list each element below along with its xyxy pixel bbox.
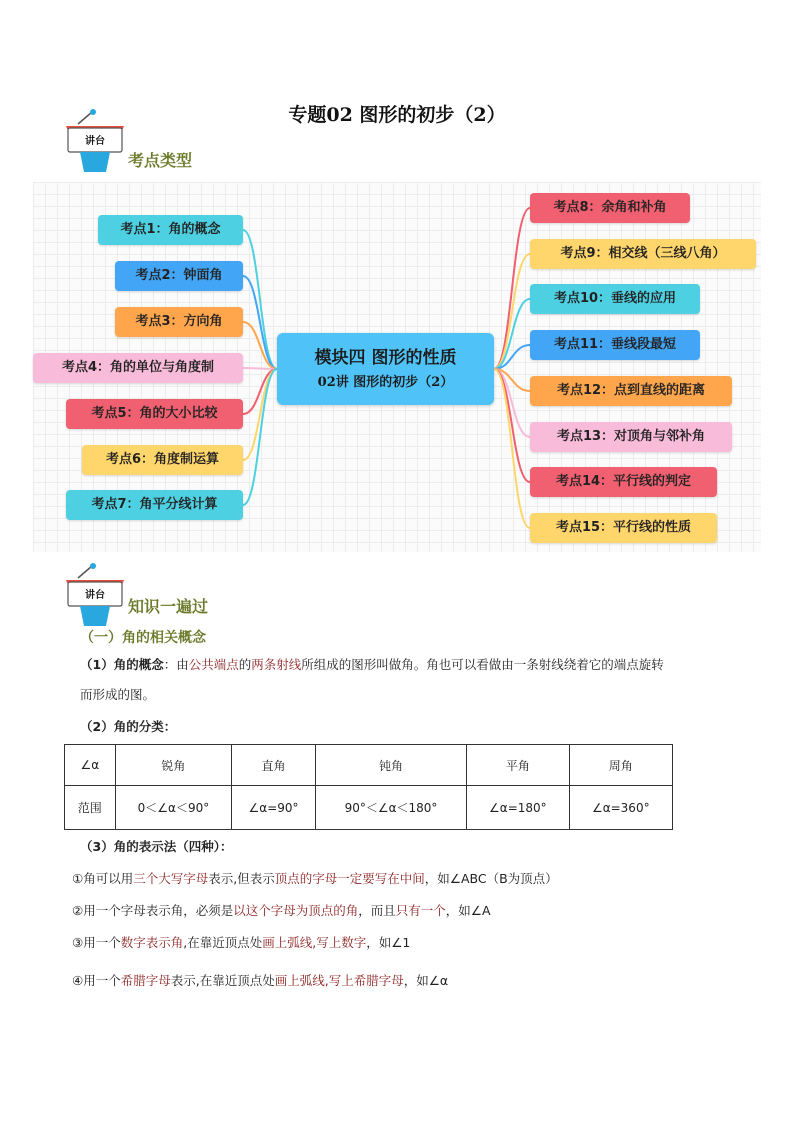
table-header-cell: 锐角	[115, 745, 232, 786]
svg-text:讲台: 讲台	[85, 590, 105, 601]
highlight: 希腊字母	[120, 973, 171, 988]
label-notation: （3）角的表示法（四种）：	[80, 839, 233, 854]
section-heading-kaodian: 考点类型	[128, 151, 193, 170]
text: ①角可以用	[72, 871, 134, 886]
text: ，如∠ABC（B为顶点）	[424, 871, 558, 886]
mindmap-node-right-5: 考点12：点到直线的距离	[530, 376, 732, 406]
rule-item-2	[72, 902, 491, 920]
highlight: 画上弧线,写上希腊字母	[274, 973, 404, 988]
label-classification: （2）角的分类：	[80, 719, 177, 734]
text: ③用一个	[72, 935, 121, 950]
mindmap-node-left-2: 考点2：钟面角	[115, 261, 243, 291]
table-cell: 90°＜∠α＜180°	[315, 786, 466, 830]
rule-item-3	[72, 934, 410, 952]
highlight: 数字表示角	[120, 935, 184, 950]
table-header-cell: ∠α	[65, 745, 116, 786]
text: ，如∠A	[445, 903, 491, 918]
rule-item-4	[72, 972, 448, 990]
connector-right-8	[494, 369, 530, 528]
paragraph-angle-definition	[80, 656, 740, 674]
mindmap-node-right-8: 考点15：平行线的性质	[530, 513, 717, 543]
table-header-cell: 平角	[467, 745, 569, 786]
text: ，而且	[358, 903, 396, 918]
angle-classification-table	[64, 744, 673, 830]
mindmap-node-left-4: 考点4：角的单位与角度制	[33, 353, 243, 383]
table-cell: ∠α=90°	[232, 786, 316, 830]
text: 表示,但表示	[208, 871, 275, 886]
connector-right-7	[494, 369, 530, 482]
label-angle-concept: （1）角的概念	[80, 657, 164, 672]
text: ：由	[163, 657, 189, 672]
paragraph-angle-classification	[80, 718, 176, 736]
text: ,在靠近顶点处	[183, 935, 263, 950]
text: 的	[238, 657, 252, 672]
table-header-cell: 周角	[569, 745, 672, 786]
connector-left-6	[243, 369, 277, 460]
text: ④用一个	[72, 973, 121, 988]
mindmap-node-right-3: 考点10：垂线的应用	[530, 284, 700, 314]
mindmap-node-right-1: 考点8：余角和补角	[530, 193, 690, 223]
mindmap-node-left-1: 考点1：角的概念	[98, 215, 243, 245]
mindmap	[33, 182, 761, 552]
highlight: 以这个字母为顶点的角	[233, 903, 359, 918]
connector-left-4	[243, 368, 277, 369]
mindmap-node-right-4: 考点11：垂线段最短	[530, 330, 700, 360]
mindmap-node-right-2: 考点9：相交线（三线八角）	[530, 239, 756, 269]
svg-text:讲台: 讲台	[85, 136, 105, 147]
mindmap-node-left-5: 考点5：角的大小比较	[66, 399, 243, 429]
table-cell: ∠α=180°	[467, 786, 569, 830]
table-header-cell: 钝角	[315, 745, 466, 786]
center-subtitle: 02讲 图形的初步（2）	[317, 375, 454, 390]
table-row-label: 范围	[65, 786, 116, 830]
table-cell: ∠α=360°	[569, 786, 672, 830]
mindmap-center-node	[277, 333, 494, 405]
highlight: 顶点的字母一定要写在中间	[274, 871, 425, 886]
table-header-row	[65, 745, 673, 786]
sub-heading-angle-concepts: （一）角的相关概念	[80, 630, 206, 646]
table-row	[65, 786, 673, 830]
center-title: 模块四 图形的性质	[314, 348, 457, 368]
podium-icon	[62, 562, 126, 626]
mindmap-node-right-7: 考点14：平行线的判定	[530, 467, 717, 497]
text: ，如∠1	[366, 935, 411, 950]
table-cell: 0＜∠α＜90°	[115, 786, 232, 830]
mindmap-node-left-7: 考点7：角平分线计算	[66, 490, 243, 520]
connector-right-2	[494, 254, 530, 369]
mindmap-node-right-6: 考点13：对顶角与邻补角	[530, 422, 732, 452]
highlight: 画上弧线,写上数字	[262, 935, 367, 950]
text: ，如∠α	[403, 973, 449, 988]
page-title: 专题02 图形的初步（2）	[288, 104, 506, 126]
paragraph-angle-notation	[80, 838, 232, 856]
text: 所组成的图形叫做角。角也可以看做由一条射线绕着它的端点旋转	[301, 657, 664, 672]
mindmap-node-left-6: 考点6：角度制运算	[82, 445, 243, 475]
highlight: 两条射线	[251, 657, 302, 672]
highlight: 公共端点	[188, 657, 239, 672]
text: ②用一个字母表示角，必须是	[72, 903, 234, 918]
podium-icon	[62, 108, 126, 172]
highlight: 三个大写字母	[133, 871, 209, 886]
mindmap-node-left-3: 考点3：方向角	[115, 307, 243, 337]
section-heading-zhishi: 知识一遍过	[128, 597, 209, 616]
rule-item-1	[72, 870, 558, 888]
highlight: 只有一个	[395, 903, 446, 918]
paragraph-angle-definition-line2: 而形成的图。	[80, 687, 156, 702]
text: 表示,在靠近顶点处	[170, 973, 275, 988]
table-header-cell: 直角	[232, 745, 316, 786]
